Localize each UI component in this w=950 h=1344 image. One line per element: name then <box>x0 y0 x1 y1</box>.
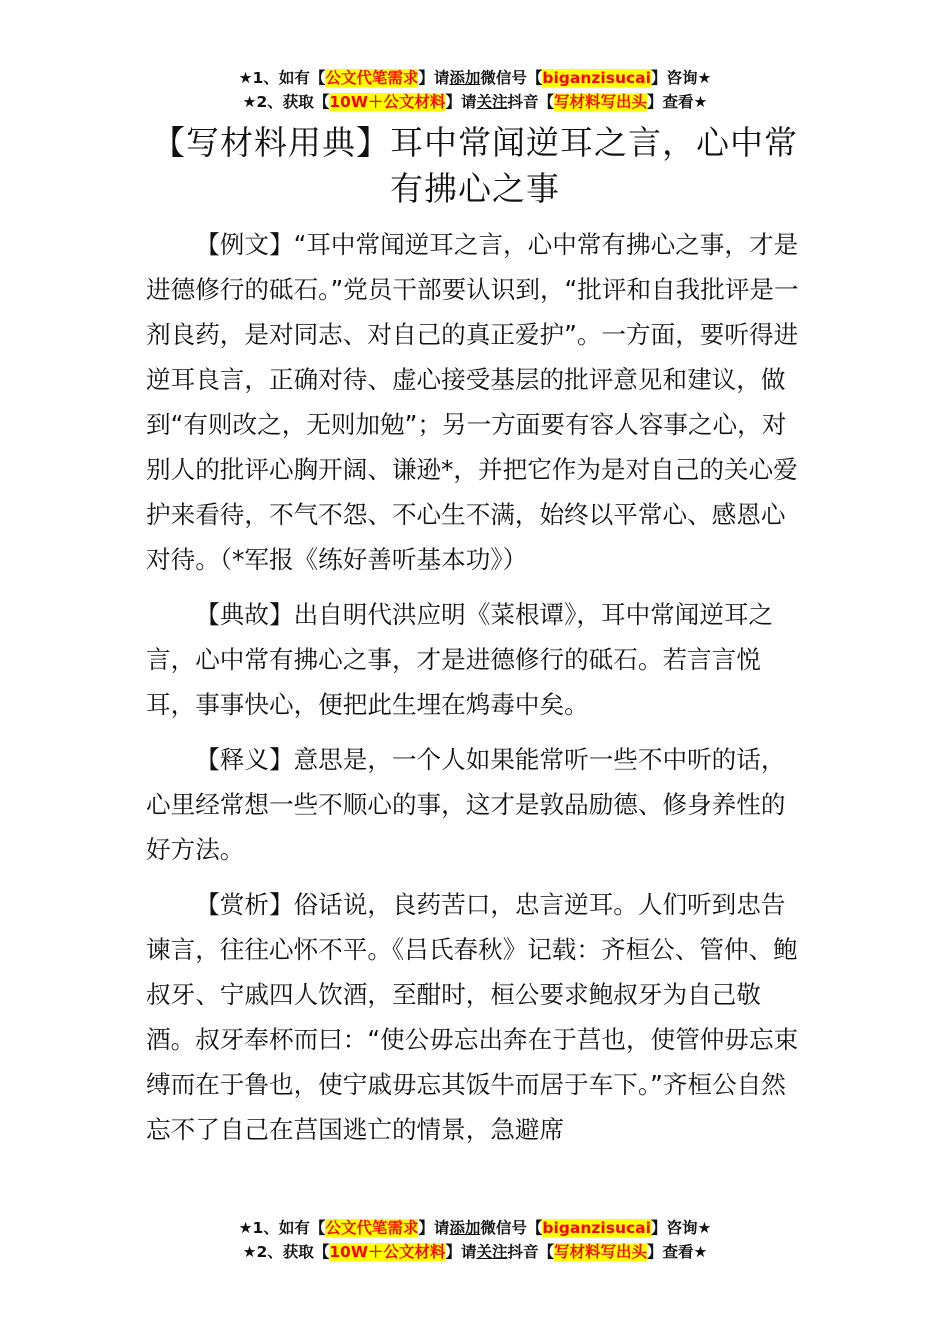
promo-text: 】请 <box>445 1243 477 1261</box>
promo-line-1 <box>0 66 950 90</box>
promo-text: 】请 <box>418 69 450 87</box>
promo-wechat-id: biganzisucai <box>542 69 651 87</box>
title-line-1: 【写材料用典】耳中常闻逆耳之言，心中常 <box>152 123 798 162</box>
paragraph-example: 【例文】“耳中常闻逆耳之言，心中常有拂心之事，才是进德修行的砥石。”党员干部要认识到，“批评和自我批评是一剂良药，是对同志、对自己的真正爱护”。一方面，要听得进逆耳良言，正确对待、虚心接受基层的批评意见和建议，做到“有则改之，无则加勉”；另一方面要有容人容事之心，对别人的批评心胸开阔、谦逊*，并把它作为是对自己的关心爱护来看待，不气不怨、不心生不满，始终以平常心、感恩心对待。（*军报《练好善听基本功》） <box>146 230 799 574</box>
promo-text: 微信号【 <box>480 69 543 87</box>
promo-underline-text: 关注 <box>476 1243 508 1261</box>
promo-douyin-id: 写材料写出头 <box>553 93 647 111</box>
promo-wechat-id: biganzisucai <box>542 1219 651 1237</box>
paragraph-meaning: 【释义】意思是，一个人如果能常听一些不中听的话，心里经常想一些不顺心的事，这才是敦品励德、修身养性的好方法。 <box>146 745 786 864</box>
promo-underline-text: 添加 <box>449 69 481 87</box>
paragraph-appreciation: 【赏析】俗话说，良药苦口，忠言逆耳。人们听到忠告谏言，往往心怀不平。《吕氏春秋》记载：齐桓公、管仲、鲍叔牙、宁戚四人饮酒，至酣时，桓公要求鲍叔牙为自己敬酒。叔牙奉杯而曰：“使公毋忘出奔在于莒也，使管仲毋忘束缚而在于鲁也，使宁戚毋忘其饭牛而居于车下。”齐桓公自然忘不了自己在莒国逃亡的情景，急避席 <box>146 890 799 1144</box>
promo-underline-text: 关注 <box>476 93 508 111</box>
promo-underline-text: 添加 <box>449 1219 481 1237</box>
footer-promo-banner <box>0 1216 950 1264</box>
header-promo-banner <box>0 66 950 114</box>
promo-line-1 <box>0 1216 950 1240</box>
promo-text: 】咨询★ <box>650 69 712 87</box>
promo-highlight: 公文代笔需求 <box>325 69 419 87</box>
promo-text: ★1、如有【 <box>238 1219 326 1237</box>
promo-line-2 <box>0 90 950 114</box>
promo-text: 】请 <box>445 93 477 111</box>
promo-text: ★1、如有【 <box>238 69 326 87</box>
document-title <box>60 120 890 212</box>
promo-text: ★2、获取【 <box>242 93 330 111</box>
promo-douyin-id: 写材料写出头 <box>553 1243 647 1261</box>
promo-text: 微信号【 <box>480 1219 543 1237</box>
promo-text: 抖音【 <box>507 1243 554 1261</box>
promo-text: 】咨询★ <box>650 1219 712 1237</box>
promo-highlight: 10W＋公文材料 <box>329 1243 446 1261</box>
title-line-2: 有拂心之事 <box>390 169 560 208</box>
promo-text: 】查看★ <box>647 1243 708 1261</box>
promo-text: 抖音【 <box>507 93 554 111</box>
promo-text: 】查看★ <box>647 93 708 111</box>
paragraph-origin: 【典故】出自明代洪应明《菜根谭》，耳中常闻逆耳之言，心中常有拂心之事，才是进德修行的砥石。若言言悦耳，事事快心，便把此生埋在鸩毒中矣。 <box>146 600 774 719</box>
promo-line-2 <box>0 1240 950 1264</box>
promo-highlight: 10W＋公文材料 <box>329 93 446 111</box>
promo-text: 】请 <box>418 1219 450 1237</box>
promo-text: ★2、获取【 <box>242 1243 330 1261</box>
document-body <box>146 222 810 1162</box>
promo-highlight: 公文代笔需求 <box>325 1219 419 1237</box>
